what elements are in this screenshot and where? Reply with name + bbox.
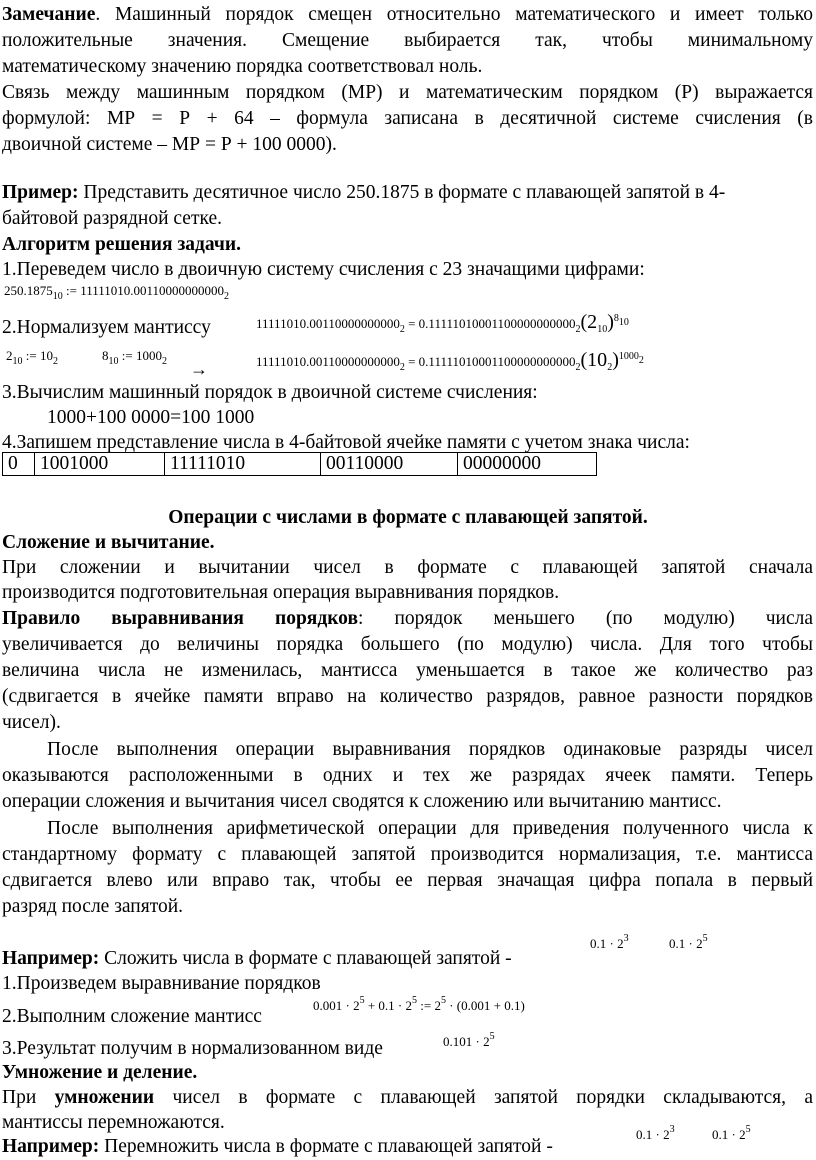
sign-cell: 0 (3, 453, 35, 476)
note-line-1 (2, 2, 813, 28)
formula-mantissa-sum: $0.001 \cdot 2^5 + 0.1 \cdot 2^5$ := $2^5 \cdot (0.001 + 0.1)$ (313, 995, 525, 1013)
formula-binary-conversion: $250.1875_{10}$ := $11111010.00110000000000_2$ (4, 283, 230, 302)
para3-line-4: разряд после запятой. (2, 896, 184, 917)
example-mul-text: Перемножить числа в формате с плавающей запятой - (99, 1136, 553, 1157)
note-line-4: Связь между машинным порядком (МР) и математическим порядком (Р) выражается (2, 82, 813, 103)
para2-line-1: После выполнения операции выравнивания порядков одинаковые разряды чисел (47, 739, 813, 760)
arrow-icon: → (190, 359, 208, 379)
step-1: 1.Переведем число в двоичную систему счисления с 23 значащими цифрами: (2, 259, 645, 280)
mantissa-byte-2: 00110000 (321, 453, 458, 476)
rule-text-1: : порядок меньшего (по модулю) числа (357, 608, 814, 629)
para2-line-3: операции сложения и вычитания чисел сводятся к сложению или вычитанию мантисс. (2, 791, 722, 812)
example-add-text: Сложить числа в формате с плавающей запятой - (99, 948, 512, 969)
formula-normalize-1: $11111010.00110000000000_2 = 0.11111010001100000000000_2(2_{10})^{8_{10}}$ (256, 311, 629, 335)
formula-operand-a: $0.1 \cdot 2^3$ (590, 933, 629, 951)
add-step-2: 2.Выполним сложение мантисс (2, 1006, 262, 1027)
para3-line-2: стандартному формату с плавающей запятой производится нормализация, т.е. мантисса (2, 844, 813, 865)
example-mul-lead: Например: (2, 1136, 100, 1157)
addsub-title: Сложение и вычитание. (2, 532, 215, 553)
rule-line-4: (сдвигается в ячейке памяти вправо на количество разрядов, равное разности порядков (2, 686, 813, 707)
addsub-para-line-2: производится подготовительная операция выравнивания порядков. (2, 582, 560, 603)
example-line-1 (2, 180, 725, 206)
addsub-para-line-1: При сложении и вычитании чисел в формате с плавающей запятой сначала (2, 557, 813, 578)
section-title: Операции с числами в формате с плавающей запятой. (168, 507, 648, 528)
formula-exponent-conversion: $8_{10}$ := $1000_2$ (102, 348, 167, 367)
step-4: 4.Запишем представление числа в 4-байтовой ячейке памяти с учетом знака числа: (2, 432, 690, 453)
exponent-cell: 1001000 (35, 453, 165, 476)
rule-line-1 (2, 606, 813, 632)
example-mul-line (2, 1134, 553, 1160)
para3-line-3: сдвигается влево или вправо так, чтобы ее первая значащая цифра попала в первый (2, 870, 813, 891)
note-line-3: математическому значению порядка соответствовал ноль. (2, 56, 483, 77)
add-step-3: 3.Результат получим в нормализованном виде (2, 1038, 383, 1059)
step-3: 3.Вычислим машинный порядок в двоичной системе счисления: (2, 382, 538, 403)
formula-result: $0.101 \cdot 2^5$ (443, 1031, 495, 1049)
note-line-6: двоичной системе – МР = Р + 100 0000). (2, 134, 337, 155)
example-text-1: Представить десятичное число 250.1875 в формате с плавающей запятой в 4- (78, 182, 726, 203)
para3-line-1: После выполнения арифметической операции для приведения полученного числа к (47, 818, 813, 839)
example-add-line (2, 946, 512, 972)
rule-line-3: величина числа не изменилась, мантисса уменьшается в такое же количество раз (2, 660, 813, 681)
mantissa-byte-3: 00000000 (458, 453, 597, 476)
muldiv-title: Умножение и деление. (2, 1062, 198, 1083)
rule-line-2: увеличивается до величины порядка большего (по модулю) числа. Для того чтобы (2, 634, 813, 655)
step-3-value: 1000+100 0000=100 1000 (47, 407, 255, 428)
note-text-1: . Машинный порядок смещен относительно математического и имеет только (95, 4, 813, 25)
formula-normalize-2: $11111010.00110000000000_2 = 0.11111010001100000000000_2(10_2)^{1000_2}$ (256, 349, 644, 373)
step-2: 2.Нормализуем мантиссу (2, 317, 211, 338)
note-line-2: положительные значения. Смещение выбирается так, чтобы минимальному (2, 30, 813, 51)
note-line-5: формулой: МР = Р + 64 – формула записана в десятичной системе счисления (в (2, 108, 813, 129)
example-line-2: байтовой разрядной сетке. (2, 208, 222, 229)
formula-mul-operand-a: $0.1 \cdot 2^3$ (636, 1124, 675, 1142)
mantissa-byte-1: 11111010 (165, 453, 321, 476)
formula-mul-operand-b: $0.1 \cdot 2^5$ (712, 1124, 751, 1142)
mul-text-c: чисел в формате с плавающей запятой порядки складываются, а (154, 1087, 813, 1108)
formula-operand-b: $0.1 \cdot 2^5$ (669, 933, 708, 951)
algorithm-title: Алгоритм решения задачи. (2, 234, 241, 255)
example-lead: Пример: (2, 182, 79, 203)
rule-lead: Правило выравнивания порядков (2, 608, 358, 629)
para2-line-2: оказываются расположенными в одних и тех же разрядах ячеек памяти. Теперь (2, 765, 813, 786)
note-lead: Замечание (2, 4, 96, 25)
mul-text-bold: умножении (54, 1087, 155, 1108)
add-step-1: 1.Произведем выравнивание порядков (2, 973, 321, 994)
formula-base-conversion: $2_{10}$ := $10_2$ (6, 348, 58, 367)
memory-cell-table (2, 452, 597, 476)
example-add-lead: Например: (2, 948, 100, 969)
mul-line-2: мантиссы перемножаются. (2, 1112, 225, 1133)
rule-line-5: чисел). (2, 712, 61, 733)
mul-line-1 (2, 1085, 813, 1111)
mul-text-a: При (2, 1087, 55, 1108)
